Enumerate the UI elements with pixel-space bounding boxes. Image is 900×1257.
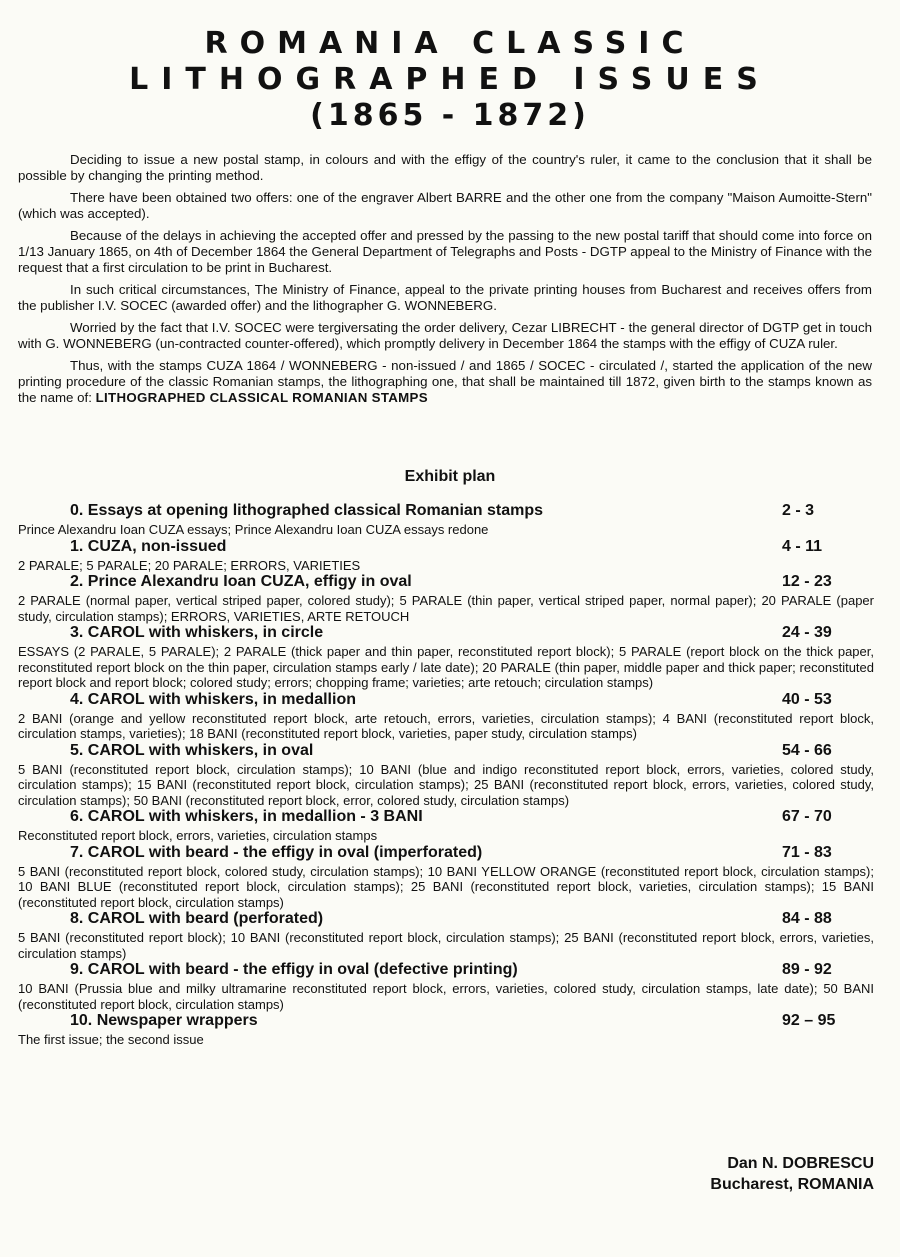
section-pages: 12 - 23: [782, 573, 832, 590]
section-pages: 54 - 66: [782, 741, 832, 759]
intro-paragraph-final: [18, 358, 872, 406]
section-title: 4. CAROL with whiskers, in medallion: [70, 690, 356, 708]
plan-section: [18, 691, 874, 742]
section-title: 8. CAROL with beard (perforated): [70, 910, 324, 927]
section-pages: 40 - 53: [782, 690, 832, 708]
section-pages: 89 - 92: [782, 961, 832, 978]
intro-paragraph-text: Thus, with the stamps CUZA 1864 / WONNEBERG - non-issued / and 1865 / SOCEC - circulated /, started the application of the new printing procedure of the classic Romanian stamps, the lithographing one, that shall be maintained till 1872, given birth to the stamps known as the name of:: [18, 358, 872, 405]
signature: [710, 1153, 874, 1195]
author-name: Dan N. DOBRESCU: [727, 1155, 874, 1172]
plan-section: [18, 538, 874, 574]
section-heading: [18, 808, 874, 828]
section-description: ESSAYS (2 PARALE, 5 PARALE); 2 PARALE (thick paper and thin paper, reconstituted report block); 5 PARALE (report block on the thick paper, reconstituted report block on the thin paper, circulation stamps early / late date); 20 PARALE (thin paper, middle paper and thick paper; reconstituted report block and report block; colored study; errors; chopping frame; varieties; arte retouch; circulation stamps): [18, 644, 874, 690]
section-description: The first issue; the second issue: [18, 1032, 204, 1047]
title-line-2: LITHOGRAPHED ISSUES: [129, 62, 771, 97]
section-heading: [18, 573, 874, 593]
author-location: Bucharest, ROMANIA: [710, 1176, 874, 1193]
plan-section: [18, 502, 874, 538]
section-description: 5 BANI (reconstituted report block); 10 BANI (reconstituted report block, circulation stamps); 25 BANI (reconstituted report block, errors, varieties, circulation stamps): [18, 930, 874, 961]
section-title: 7. CAROL with beard - the effigy in oval (imperforated): [70, 843, 483, 861]
intro-paragraph: Deciding to issue a new postal stamp, in colours and with the effigy of the country's ruler, it came to the conclusion that it shall be possible by changing the printing method.: [18, 152, 872, 183]
section-title: 2. Prince Alexandru Ioan CUZA, effigy in oval: [70, 573, 412, 590]
section-description: 2 PARALE; 5 PARALE; 20 PARALE; ERRORS, VARIETIES: [18, 557, 361, 573]
plan-section: [18, 624, 874, 691]
plan-section: [18, 808, 874, 844]
section-description: 5 BANI (reconstituted report block, colored study, circulation stamps); 10 BANI YELLOW ORANGE (reconstituted report block, circulation stamps); 10 BANI BLUE (reconstituted report block, circulation stamps); 25 BANI (reconstituted report block, varieties, circulation stamps); 15 BANI (reconstituted report block, circulation stamps): [18, 863, 874, 910]
section-title: 3. CAROL with whiskers, in circle: [70, 624, 324, 641]
section-heading: [18, 961, 874, 981]
exhibit-plan: [18, 502, 874, 1048]
section-description: 2 PARALE (normal paper, vertical striped paper, colored study); 5 PARALE (thin paper, vertical striped paper, normal paper); 20 PARALE (paper study, circulation stamps); ERRORS, VARIETIES, ARTE RETOUCH: [18, 593, 874, 624]
section-heading: [18, 624, 874, 644]
plan-section: [18, 961, 874, 1012]
section-description: 5 BANI (reconstituted report block, circulation stamps); 10 BANI (blue and indigo reconstituted report block, errors, varieties, colored study, circulation stamps); 15 BANI (reconstituted report block, circulation stamps); 25 BANI (reconstituted report block, errors, varieties, colored study, circulation stamps); 50 BANI (reconstituted report block, error, colored study, circulation stamps): [18, 761, 874, 808]
title-line-3: (1865 - 1872): [310, 98, 590, 133]
section-pages: 92 – 95: [782, 1012, 836, 1029]
intro-paragraph: Because of the delays in achieving the accepted offer and pressed by the passing to the new postal tariff that should come into force on 1/13 January 1865, on 4th of December 1864 the General Department of Telegraphs and Posts - DGTP appeal to the Ministry of Finance with the request that a first circulation to be print in Bucharest.: [18, 228, 872, 275]
section-title: 1. CUZA, non-issued: [70, 537, 227, 555]
section-pages: 71 - 83: [782, 843, 832, 861]
section-description: 10 BANI (Prussia blue and milky ultramarine reconstituted report block, errors, varieties, colored study, circulation stamps, late date); 50 BANI (reconstituted report block, circulation stamps): [18, 981, 874, 1012]
section-title: 10. Newspaper wrappers: [70, 1012, 258, 1029]
section-title: 0. Essays at opening lithographed classical Romanian stamps: [70, 502, 544, 519]
introduction: [18, 152, 872, 412]
section-pages: 84 - 88: [782, 910, 832, 927]
section-title: 9. CAROL with beard - the effigy in oval (defective printing): [70, 961, 518, 978]
intro-paragraph: Worried by the fact that I.V. SOCEC were tergiversating the order delivery, Cezar LIBRECHT - the general director of DGTP get in touch with G. WONNEBERG (un-contracted counter-offered), which promptly delivery in December 1864 the stamps with the effigy of CUZA ruler.: [18, 320, 872, 351]
section-heading: [18, 742, 874, 762]
section-heading: [18, 691, 874, 711]
section-description: Prince Alexandru Ioan CUZA essays; Prince Alexandru Ioan CUZA essays redone: [18, 522, 489, 537]
section-pages: 24 - 39: [782, 624, 832, 641]
section-pages: 67 - 70: [782, 808, 832, 825]
section-pages: 2 - 3: [782, 502, 815, 519]
section-title: 5. CAROL with whiskers, in oval: [70, 741, 314, 759]
plan-section: [18, 1012, 874, 1048]
section-heading: [18, 910, 874, 930]
section-title: 6. CAROL with whiskers, in medallion - 3 BANI: [70, 808, 423, 825]
exhibit-plan-heading: Exhibit plan: [404, 468, 496, 485]
intro-highlight: LITHOGRAPHED CLASSICAL ROMANIAN STAMPS: [95, 390, 428, 405]
section-pages: 4 - 11: [782, 537, 823, 555]
section-description: 2 BANI (orange and yellow reconstituted report block, arte retouch, errors, varieties, circulation stamps); 4 BANI (reconstituted report block, circulation stamps, varieties); 18 BANI (reconstituted report block, varieties, paper study, circulation stamps): [18, 710, 874, 741]
plan-section: [18, 910, 874, 961]
section-heading: [18, 502, 874, 522]
document-title: [0, 0, 900, 134]
section-heading: [18, 538, 874, 558]
plan-section: [18, 742, 874, 809]
section-description: Reconstituted report block, errors, varieties, circulation stamps: [18, 828, 378, 843]
plan-section: [18, 844, 874, 911]
title-line-1: ROMANIA CLASSIC: [204, 26, 696, 61]
plan-section: [18, 573, 874, 624]
intro-paragraph: In such critical circumstances, The Ministry of Finance, appeal to the private printing houses from Bucharest and receives offers from the publisher I.V. SOCEC (awarded offer) and the lithographer G. WONNEBERG.: [18, 282, 872, 313]
section-heading: [18, 1012, 874, 1032]
intro-paragraph: There have been obtained two offers: one of the engraver Albert BARRE and the other one from the company "Maison Aumoitte-Stern" (which was accepted).: [18, 190, 872, 221]
section-heading: [18, 844, 874, 864]
